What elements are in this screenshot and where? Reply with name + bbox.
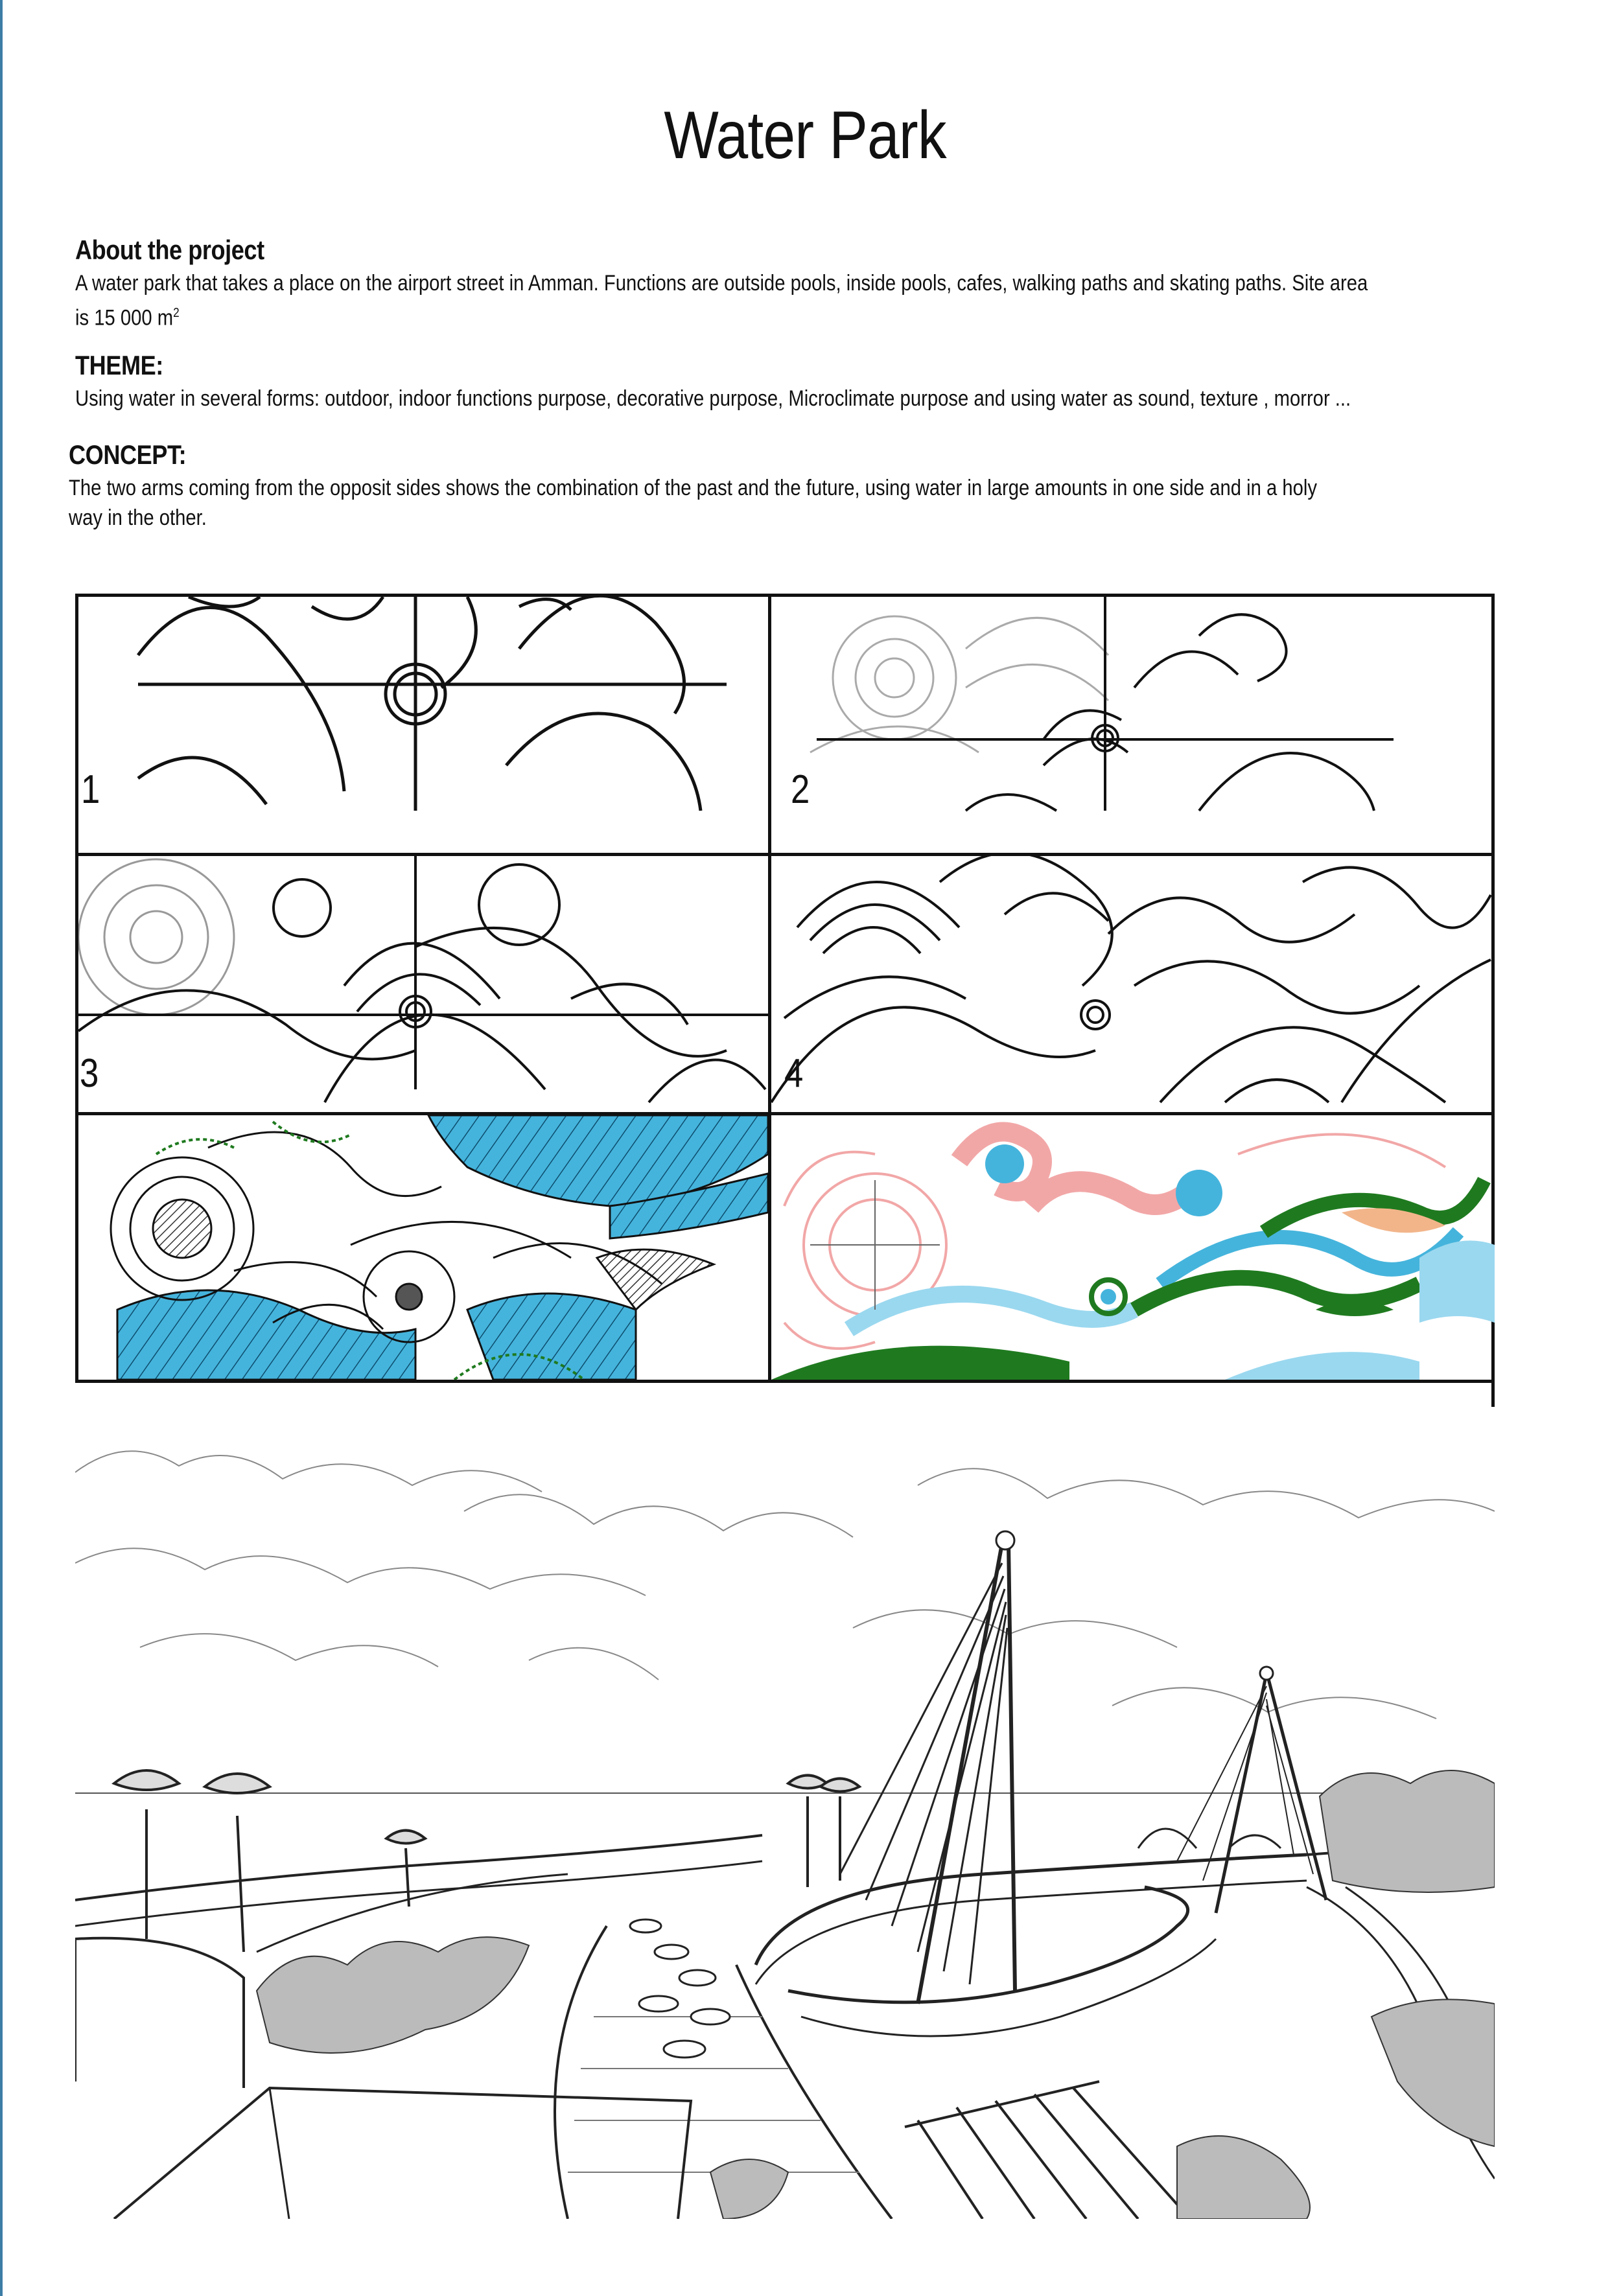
concept-sketch-3 <box>78 856 768 1112</box>
about-heading: About the project <box>75 235 264 265</box>
grid-divider-vertical <box>768 597 771 1380</box>
concept-text <box>69 473 1518 533</box>
theme-text: Using water in several forms: outdoor, indoor functions purpose, decorative purpose, Microclimate purpose and using water as sound, texture , morror ... <box>75 386 1351 411</box>
about-section <box>75 235 1610 332</box>
page-title: Water Park <box>664 98 946 173</box>
panel-number-2: 2 <box>791 767 810 812</box>
site-plan-hatched <box>78 1115 768 1380</box>
panel-number-4: 4 <box>784 1051 804 1096</box>
perspective-sketch-render <box>75 1433 1495 2219</box>
concept-sketch-4 <box>771 856 1495 1112</box>
panel-number-3: 3 <box>80 1051 99 1096</box>
concept-text-line1: The two arms coming from the opposit sides shows the combination of the past and the future, using water in large amounts in one side and in a holy <box>69 476 1318 500</box>
site-plan-colored <box>771 1115 1495 1380</box>
theme-section <box>75 350 1610 413</box>
grid-divider-horizontal-1 <box>78 853 1491 856</box>
grid-right-tick <box>1491 1381 1495 1407</box>
concept-diagram-grid <box>75 594 1495 1383</box>
about-text-line2: is 15 000 m <box>75 305 174 330</box>
about-text-superscript: 2 <box>173 306 180 320</box>
concept-sketch-2 <box>771 597 1495 853</box>
panel-number-1: 1 <box>81 767 100 812</box>
grid-divider-horizontal-2 <box>78 1112 1491 1115</box>
left-edge-line <box>0 0 3 2296</box>
concept-heading: CONCEPT: <box>69 439 187 470</box>
concept-sketch-1 <box>78 597 768 853</box>
theme-heading: THEME: <box>75 350 163 380</box>
concept-section <box>69 439 1610 533</box>
about-text-line1: A water park that takes a place on the airport street in Amman. Functions are outside pools, inside pools, cafes, walking paths and skating paths. Site area <box>75 271 1368 296</box>
about-text <box>75 268 1524 332</box>
concept-text-line2: way in the other. <box>69 505 207 530</box>
